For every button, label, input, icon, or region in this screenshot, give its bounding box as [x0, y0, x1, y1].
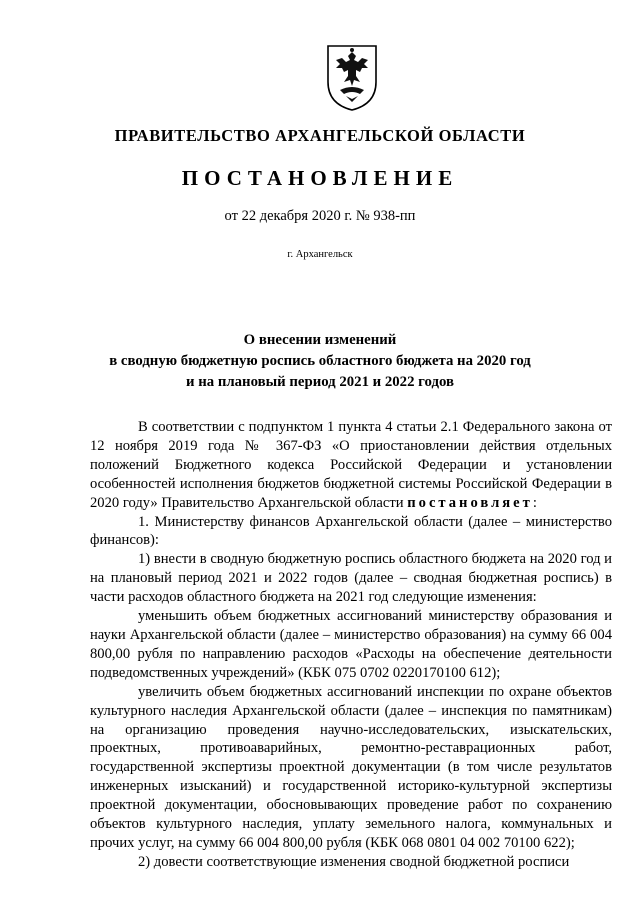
paragraph: 1. Министерству финансов Архангельской области (далее – министерство финансов): — [90, 513, 612, 549]
document-subject — [80, 330, 560, 393]
paragraph: уменьшить объем бюджетных ассигнований министерству образования и науки Архангельской области (далее – министерство образования) на сумму 66 004 800,00 рубля по направлению расходов «Расходы на обеспечение деятельности подведомственных учреждений» (КБК 075 0702 0220170100 612); — [90, 608, 612, 681]
date-and-number: от 22 декабря 2020 г. № 938-пп — [224, 208, 416, 224]
paragraph: 1) внести в сводную бюджетную роспись областного бюджета на 2020 год и на плановый период 2021 и 2022 годов (далее – сводная бюджетная роспись) в части расходов областного бюджета на 2021 год следующие изменения: — [90, 551, 612, 606]
paragraph: увеличить объем бюджетных ассигнований инспекции по охране объектов культурного наследия Архангельской области (далее – инспекция по памятникам) на организацию проведения научно-исследовательских, изыскательских, проектных, противоаварийных, ремонтно-реставрационных работ, государственной экспертизы проектной документации (в том числе результатов инженерных изысканий) и государственной историко-культурной экспертизы проектной документации, обосновывающих проведение работ по сохранению объектов культурного наследия, уплату земельного налога, коммунальных и прочих услуг, на сумму 66 004 800,00 рубля (КБК 068 0801 04 002 70100 622); — [90, 683, 612, 851]
document-body — [90, 418, 612, 872]
subject-line: в сводную бюджетную роспись областного бюджета на 2020 год — [109, 353, 531, 369]
coat-of-arms-icon — [324, 42, 380, 112]
government-name: ПРАВИТЕЛЬСТВО АРХАНГЕЛЬСКОЙ ОБЛАСТИ — [114, 126, 526, 145]
subject-line: О внесении изменений — [243, 332, 397, 348]
document-type: ПОСТАНОВЛЕНИЕ — [181, 166, 459, 190]
paragraph: 2) довести соответствующие изменения сводной бюджетной росписи — [138, 853, 570, 870]
preamble-text: В соответствии с подпунктом 1 пункта 4 статьи 2.1 Федерального закона от 12 ноября 2019 года № 367-ФЗ «О приостановлении действия отдельных положений Бюджетного кодекса Российской Федерации и установлении особенностей исполнения бюджетов бюджетной системы Российской Федерации в 2020 году» Правительство Архангельской области — [90, 419, 612, 511]
preamble-paragraph: В соответствии с подпунктом 1 пункта 4 статьи 2.1 Федерального закона от 12 ноября 2019 года № 367-ФЗ «О приостановлении действия отдельных положений Бюджетного кодекса Российской Федерации и установлении особенностей исполнения бюджетов бюджетной системы Российской Федерации в 2020 году» Правительство Архангельской области постановляет: — [90, 419, 612, 511]
resolves-word: постановляет — [407, 494, 533, 511]
subject-line: и на плановый период 2021 и 2022 годов — [185, 374, 455, 390]
city: г. Архангельск — [287, 249, 353, 260]
